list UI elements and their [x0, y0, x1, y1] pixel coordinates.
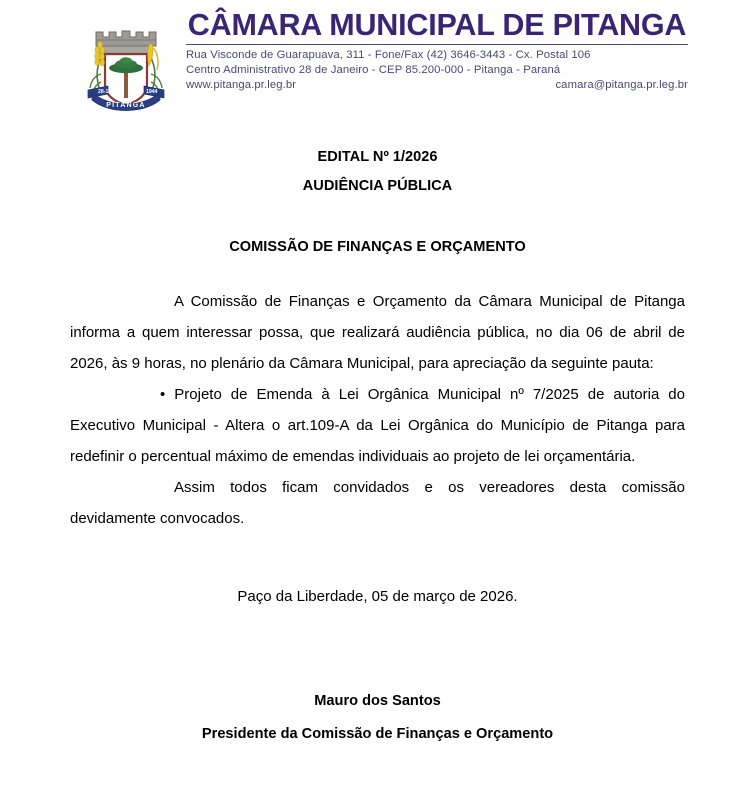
commission-heading: COMISSÃO DE FINANÇAS E ORÇAMENTO	[229, 239, 526, 256]
intro-paragraph: A Comissão de Finanças e Orçamento da Câmara Municipal de Pitanga informa a quem interessar possa, que realizará audiência pública, no dia 06 de abril de 2026, às 9 horas, no plenário da Câmara Municipal, para apreciação da seguinte pauta:	[70, 293, 685, 373]
email-link[interactable]: camara@pitanga.pr.leg.br	[555, 78, 688, 91]
edital-number: EDITAL Nº 1/2026	[317, 149, 438, 165]
agenda-item-text: Projeto de Emenda à Lei Orgânica Municipal nº 7/2025 de autoria do Executivo Municipal - Altera o art.109-A da Lei Orgânica do Município de Pitanga para redefinir o percentual máximo de emendas individuais ao projeto de lei orçamentária.	[70, 386, 685, 466]
ribbon-right-text: 1944	[146, 89, 158, 95]
edital-type: AUDIÊNCIA PÚBLICA	[302, 177, 453, 194]
edital-heading	[70, 150, 685, 193]
closing-paragraph: Assim todos ficam convidados e os vereadores desta comissão devidamente convocados.	[70, 479, 685, 528]
address-line-1: Rua Visconde de Guarapuava, 311 - Fone/Fax (42) 3646-3443 - Cx. Postal 106	[186, 49, 591, 62]
ribbon-left-text: 28-1	[98, 89, 109, 95]
document-body	[0, 150, 743, 741]
signer-name: Mauro dos Santos	[314, 693, 441, 710]
agenda-item-paragraph	[70, 379, 685, 472]
organization-title: CÂMARA MUNICIPAL DE PITANGA	[187, 8, 687, 42]
pitanga-coat-of-arms-icon	[74, 12, 178, 116]
contact-line	[186, 78, 688, 93]
header-divider	[186, 44, 688, 45]
coat-of-arms-container	[70, 8, 182, 116]
letterhead	[0, 0, 743, 112]
ribbon-center-text: PITANGA	[106, 102, 146, 109]
address-line-2: Centro Administrativo 28 de Janeiro - CEP 85.200-000 - Pitanga - Paraná	[186, 64, 561, 77]
place-and-date: Paço da Liberdade, 05 de março de 2026.	[237, 588, 518, 606]
signature-block	[70, 694, 685, 741]
bullet-icon: •	[160, 386, 175, 404]
letterhead-text	[182, 8, 688, 93]
website-link[interactable]: www.pitanga.pr.leg.br	[186, 78, 297, 91]
signer-role: Presidente da Comissão de Finanças e Orçamento	[201, 725, 554, 742]
